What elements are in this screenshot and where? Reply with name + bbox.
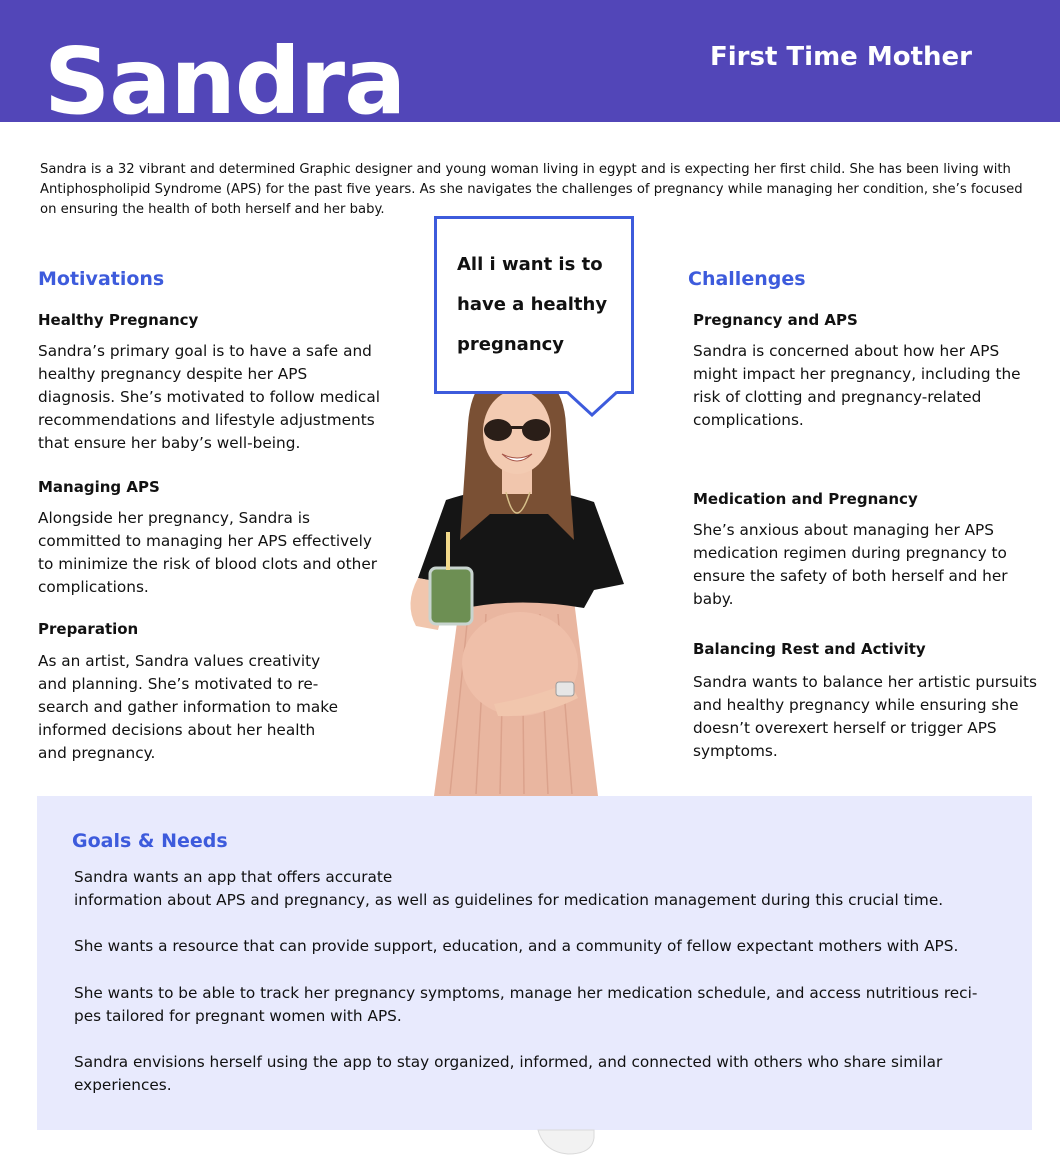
challenge-body: Sandra wants to balance her artistic pursuits and healthy pregnancy while ensuring she doesn’t overexert herself or trigger APS symptoms.	[693, 673, 1037, 760]
goals-title: Goals & Needs	[72, 830, 228, 852]
motivation-heading: Healthy Pregnancy	[38, 311, 199, 329]
goal-paragraph: She wants a resource that can provide support, education, and a community of fellow expectant mothers with APS.	[74, 937, 959, 955]
challenge-heading: Balancing Rest and Activity	[693, 640, 926, 658]
quote-text: All i want is to have a healthy pregnancy	[457, 254, 608, 355]
quote-bubble-tail	[566, 391, 618, 417]
challenge-body: Sandra is concerned about how her APS might impact her pregnancy, including the risk of clotting and pregnancy-related complications.	[693, 342, 1021, 429]
motivation-body: Alongside her pregnancy, Sandra is committed to managing her APS effectively to minimize the risk of blood clots and other complications.	[38, 509, 378, 596]
goal-paragraph: She wants to be able to track her pregnancy symptoms, manage her medication schedule, and access nutritious reci- pes tailored for pregnant women with APS.	[74, 984, 978, 1025]
shoe-graphic	[534, 1128, 598, 1156]
persona-header	[0, 0, 1060, 122]
persona-role: First Time Mother	[709, 42, 972, 72]
challenge-body: She’s anxious about managing her APS medication regimen during pregnancy to ensure the safety of both herself and her baby.	[693, 521, 1008, 608]
challenges-title: Challenges	[688, 268, 806, 290]
challenge-heading: Pregnancy and APS	[693, 311, 858, 329]
motivation-heading: Preparation	[38, 620, 139, 638]
motivations-title: Motivations	[38, 268, 165, 290]
goal-paragraph: Sandra envisions herself using the app to stay organized, informed, and connected with others who share similar experiences.	[74, 1053, 943, 1094]
persona-photo	[398, 364, 632, 796]
persona-name: Sandra	[44, 28, 406, 122]
goal-paragraph: Sandra wants an app that offers accurate information about APS and pregnancy, as well as guidelines for medication management during this crucial time.	[74, 868, 944, 909]
motivation-heading: Managing APS	[38, 478, 160, 496]
motivation-body: Sandra’s primary goal is to have a safe and healthy pregnancy despite her APS diagnosis. She’s motivated to follow medical recommendations and lifestyle adjustments that ensure her baby’s well-being.	[38, 342, 380, 452]
quote-bubble	[434, 216, 634, 394]
goals-panel	[37, 796, 1032, 1130]
challenge-heading: Medication and Pregnancy	[693, 490, 918, 508]
persona-intro: Sandra is a 32 vibrant and determined Graphic designer and young woman living in egypt and is expecting her first child. She has been living with Antiphospholipid Syndrome (APS) for the past five years. As she navigates the challenges of pregnancy while managing her condition, she’s focused on ensuring the health of both herself and her baby.	[40, 162, 1023, 217]
motivation-body: As an artist, Sandra values creativity and planning. She’s motivated to re- search and gather information to make informed decisions about her health and pregnancy.	[38, 652, 339, 762]
